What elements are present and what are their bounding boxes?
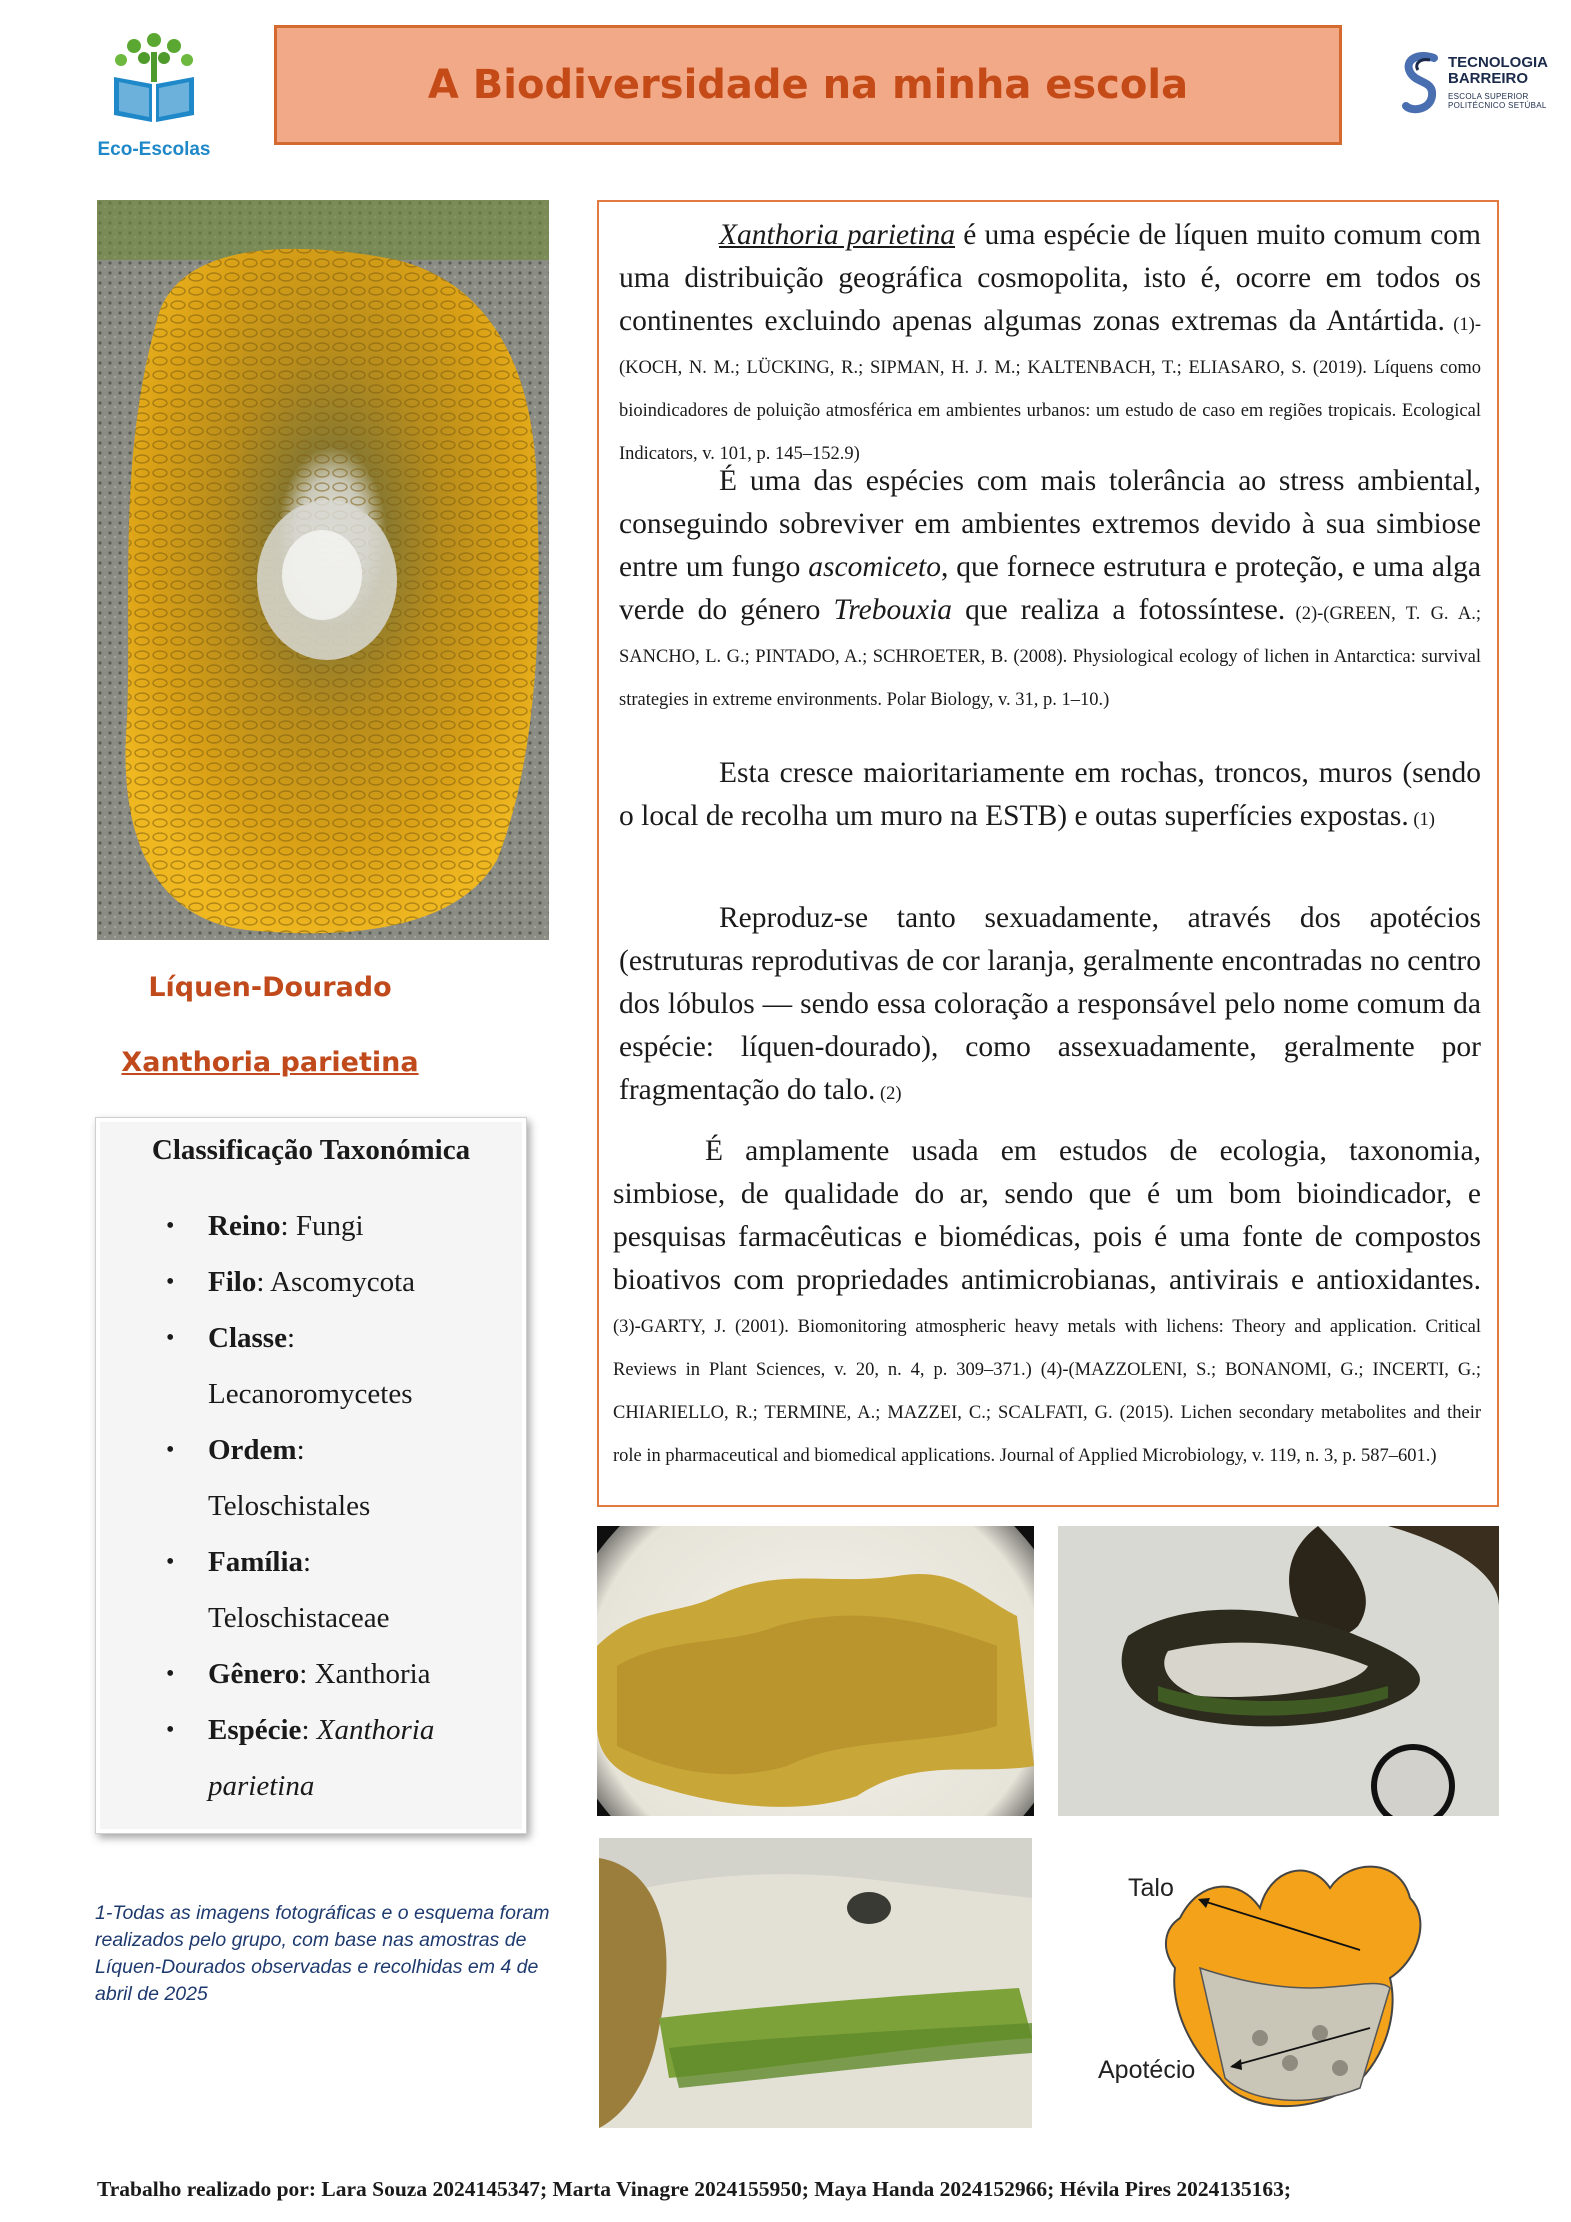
photo-caption: 1-Todas as imagens fotográficas e o esquema foram realizados pelo grupo, com base nas amostras de Líquen-Dourados observadas e recolhidas em 4 de abril de 2025	[95, 1902, 550, 2005]
taxonomy-item-reino: • Reino: Fungi	[166, 1210, 364, 1242]
taxonomy-item-genero: • Gênero: Xanthoria	[166, 1658, 431, 1690]
taxonomy-list	[122, 1198, 502, 1814]
scientific-name: Xanthoria parietina	[121, 1047, 419, 1078]
tecnologia-barreiro-logo	[1400, 50, 1560, 120]
page-title: A Biodiversidade na minha escola	[427, 62, 1189, 108]
taxonomy-title: Classificação Taxonómica	[151, 1134, 471, 1166]
eco-escolas-logo	[68, 22, 240, 172]
lichen-diagram	[1060, 1838, 1499, 2128]
microscope-photo-3	[599, 1838, 1032, 2128]
paragraph-4: Reproduz-se tanto sexuadamente, através dos apotécios (estruturas reprodutivas de cor laranja, geralmente encontradas no centro dos lóbulos — sendo essa coloração a responsável pelo nome comum da espécie: líquen-dourado), como assexuadamente, geralmente por fragmentação do talo. (2)	[619, 902, 1481, 1106]
microscope-photo-1	[597, 1526, 1034, 1816]
title-banner	[274, 25, 1342, 145]
paragraph-5: É amplamente usada em estudos de ecologia, taxonomia, simbiose, de qualidade do ar, sendo que é um bom bioindicador, e pesquisas farmacêuticas e biomédicas, pois é uma fonte de compostos bioativos com propriedades antimicrobianas, antivirais e antioxidantes. (3)-GARTY, J. (2001). Biomonitoring atmospheric heavy metals with lichens: Theory and application. Critical Reviews in Plant Sciences, v. 20, n. 4, p. 309–371.) (4)-(MAZZOLENI, S.; BONANOMI, G.; INCERTI, G.; CHIARIELLO, R.; TERMINE, A.; MAZZEI, C.; SCALFATI, G. (2015). Lichen secondary metabolites and their role in pharmaceutical and biomedical applications. Journal of Applied Microbiology, v. 119, n. 3, p. 587–601.)	[613, 1135, 1481, 1466]
taxonomy-item-ordem: • Ordem: Teloschistales	[166, 1434, 371, 1522]
eco-tree-book-icon	[99, 22, 209, 132]
reference-3-4: (3)-GARTY, J. (2001). Biomonitoring atmospheric heavy metals with lichens: Theory and application. Critical Reviews in Plant Sciences, v. 20, n. 4, p. 309–371.) (4)-(MAZZOLENI, S.; BONANOMI, G.; INCERTI, G.; CHIARIELLO, R.; TERMINE, A.; MAZZEI, C.; SCALFATI, G. (2015). Lichen secondary metabolites and their role in pharmaceutical and biomedical applications. Journal of Applied Microbiology, v. 119, n. 3, p. 587–601.)	[613, 1317, 1481, 1466]
paragraph-2: É uma das espécies com mais tolerância ao stress ambiental, conseguindo sobreviver em ambientes extremos devido à sua simbiose entre um fungo ascomiceto, que fornece estrutura e proteção, e uma alga verde do género Trebouxia que realiza a fotossíntese. (2)-(GREEN, T. G. A.; SANCHO, L. G.; PINTADO, A.; SCHROETER, B. (2008). Physiological ecology of lichen in Antarctica: survival strategies in extreme environments. Polar Biology, v. 31, p. 1–10.)	[619, 465, 1481, 710]
lichen-main-photo	[97, 200, 549, 940]
taxonomy-item-especie: • Espécie: Xanthoria parietina	[166, 1714, 435, 1802]
microscope-photo-2	[1058, 1526, 1499, 1816]
ips-s-icon	[1400, 50, 1444, 120]
species-name-inline: Xanthoria parietina	[719, 219, 956, 251]
reference-2: (2)-(GREEN, T. G. A.; SANCHO, L. G.; PINTADO, A.; SCHROETER, B. (2008). Physiological ecology of lichen in Antarctica: survival strategies in extreme environments. Polar Biology, v. 31, p. 1–10.)	[619, 604, 1481, 710]
diagram-label-talo: Talo	[1128, 1874, 1174, 1902]
taxonomy-box	[95, 1117, 527, 1834]
tb-logo-line1: TECNOLOGIA	[1448, 54, 1548, 71]
tb-logo-line4: POLITÉCNICO SETÚBAL	[1448, 101, 1547, 110]
common-name: Líquen-Dourado	[148, 972, 392, 1003]
diagram-label-apotecio: Apotécio	[1098, 2056, 1196, 2084]
tb-logo-line2: BARREIRO	[1448, 70, 1529, 87]
description-box	[597, 200, 1499, 1507]
paragraph-3: Esta cresce maioritariamente em rochas, troncos, muros (sendo o local de recolha um muro na ESTB) e outas superfícies expostas. (1)	[619, 757, 1481, 832]
reference-1: (1)-(KOCH, N. M.; LÜCKING, R.; SIPMAN, H. J. M.; KALTENBACH, T.; ELIASARO, S. (2019). Líquens como bioindicadores de poluição atmosférica em ambientes urbanos: um estudo de caso em regiões tropicais. Ecological Indicators, v. 101, p. 145–152.9)	[619, 315, 1481, 464]
taxonomy-item-familia: • Família: Teloschistaceae	[166, 1546, 390, 1634]
taxonomy-item-classe: • Classe: Lecanoromycetes	[166, 1322, 413, 1410]
taxonomy-item-filo: • Filo: Ascomycota	[166, 1266, 416, 1298]
tb-logo-line3: ESCOLA SUPERIOR	[1448, 92, 1529, 101]
footer-authors: Trabalho realizado por: Lara Souza 2024145347; Marta Vinagre 2024155950; Maya Handa 2024152966; Hévila Pires 2024135163;	[97, 2177, 1291, 2201]
eco-escolas-text: Eco-Escolas	[97, 139, 211, 160]
paragraph-1: Xanthoria parietina é uma espécie de líquen muito comum com uma distribuição geográfica cosmopolita, isto é, ocorre em todos os continentes excluindo apenas algumas zonas extremas da Antártida. (1)-(KOCH, N. M.; LÜCKING, R.; SIPMAN, H. J. M.; KALTENBACH, T.; ELIASARO, S. (2019). Líquens como bioindicadores de poluição atmosférica em ambientes urbanos: um estudo de caso em regiões tropicais. Ecological Indicators, v. 101, p. 145–152.9)	[619, 219, 1481, 464]
